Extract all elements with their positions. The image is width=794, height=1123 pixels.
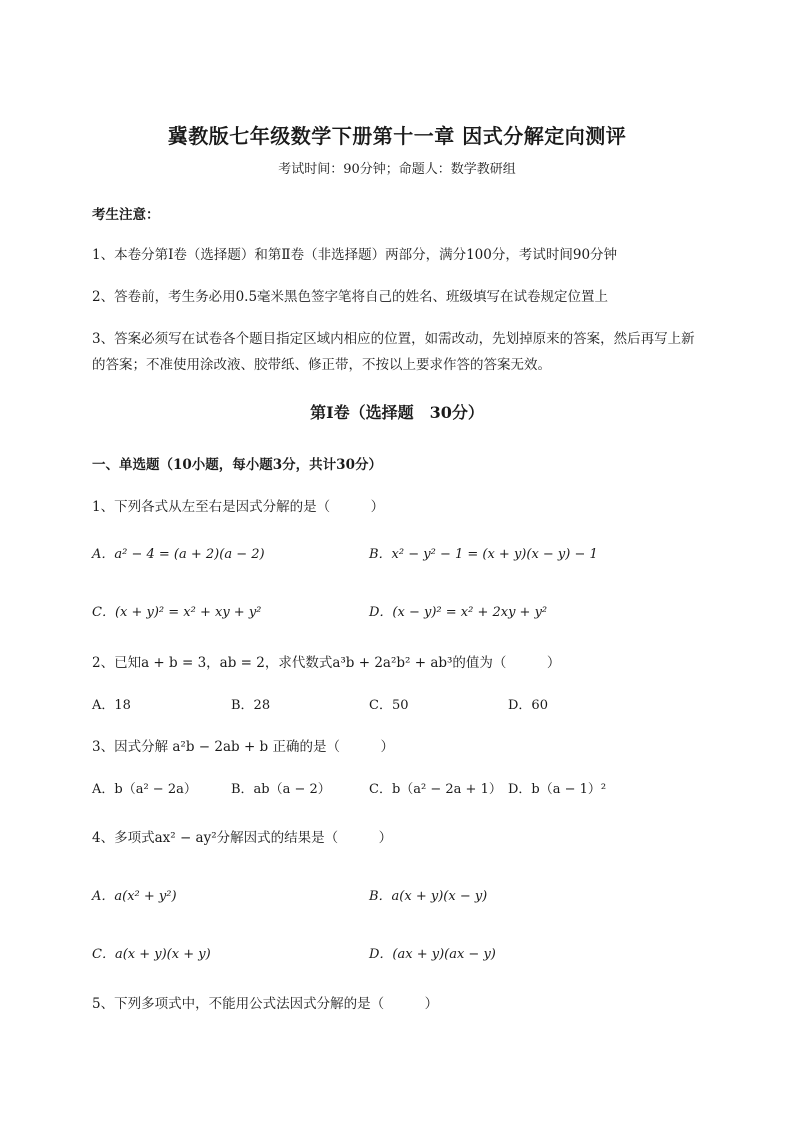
page-subtitle: 考试时间：90分钟；命题人：数学教研组: [278, 162, 516, 177]
notice-heading: 考生注意：: [92, 207, 160, 223]
question-1-option-b[interactable]: B．x² − y² − 1 = (x + y)(x − y) − 1: [369, 547, 598, 562]
question-1-stem: 1、下列各式从左至右是因式分解的是（ ）: [92, 499, 385, 515]
question-3-stem: 3、因式分解 a²b − 2ab + b 正确的是（ ）: [92, 739, 394, 755]
notice-item-3-cont: 的答案；不准使用涂改液、胶带纸、修正带，不按以上要求作答的答案无效。: [92, 357, 551, 373]
question-2-option-a[interactable]: A．18: [92, 698, 131, 713]
notice-item-3: 3、答案必须写在试卷各个题目指定区域内相应的位置，如需改动，先划掉原来的答案，然后再写上新: [92, 331, 695, 347]
question-4-option-b[interactable]: B．a(x + y)(x − y): [369, 889, 488, 904]
question-4-stem: 4、多项式ax² − ay²分解因式的结果是（ ）: [92, 830, 393, 846]
question-2-option-d[interactable]: D．60: [508, 698, 548, 713]
question-1-option-c[interactable]: C．(x + y)² = x² + xy + y²: [92, 605, 262, 620]
question-4-option-c[interactable]: C．a(x + y)(x + y): [92, 947, 211, 962]
part-heading: 一、单选题（10小题，每小题3分，共计30分）: [92, 457, 382, 473]
question-5-stem: 5、下列多项式中，不能用公式法因式分解的是（ ）: [92, 996, 439, 1012]
question-3-option-b[interactable]: B．ab（a − 2）: [231, 782, 331, 797]
question-3-option-c[interactable]: C．b（a² − 2a + 1）: [369, 782, 502, 797]
question-2-option-c[interactable]: C．50: [369, 698, 409, 713]
notice-item-2: 2、答卷前，考生务必用0.5毫米黑色签字笔将自己的姓名、班级填写在试卷规定位置上: [92, 289, 609, 305]
question-3-option-d[interactable]: D．b（a − 1）²: [508, 782, 607, 797]
question-4-option-a[interactable]: A．a(x² + y²): [92, 889, 177, 904]
question-2-option-b[interactable]: B．28: [231, 698, 271, 713]
question-3-option-a[interactable]: A．b（a² − 2a）: [92, 782, 197, 797]
notice-item-1: 1、本卷分第Ⅰ卷（选择题）和第Ⅱ卷（非选择题）两部分，满分100分，考试时间90分钟: [92, 247, 618, 263]
page-title: 冀教版七年级数学下册第十一章 因式分解定向测评: [167, 124, 627, 148]
section-title: 第Ⅰ卷（选择题 30分）: [310, 403, 484, 422]
question-1-option-a[interactable]: A．a² − 4 = (a + 2)(a − 2): [92, 547, 265, 562]
question-1-option-d[interactable]: D．(x − y)² = x² + 2xy + y²: [369, 605, 548, 620]
question-4-option-d[interactable]: D．(ax + y)(ax − y): [369, 947, 496, 962]
question-2-stem: 2、已知a + b = 3，ab = 2，求代数式a³b + 2a²b² + ab³的值为（ ）: [92, 655, 561, 671]
